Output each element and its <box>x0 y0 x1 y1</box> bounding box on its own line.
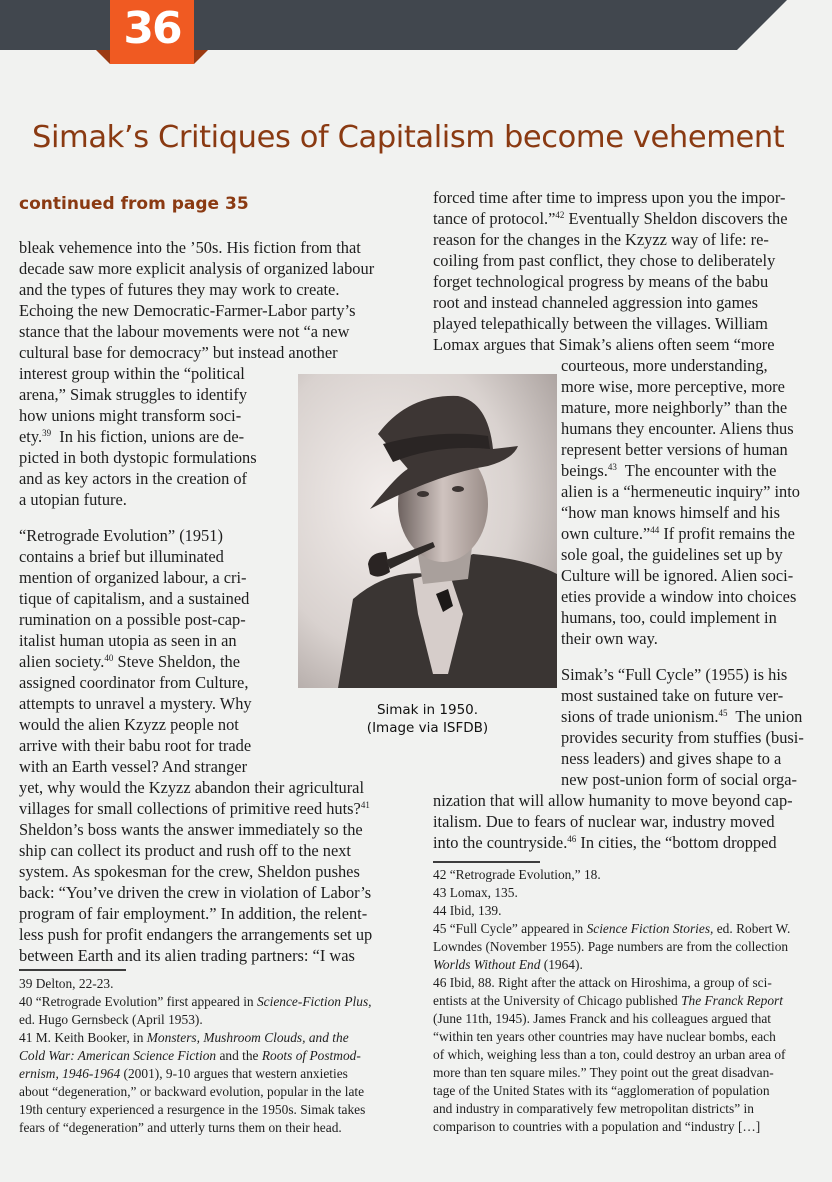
footnote-45 <box>433 920 790 938</box>
body-line: decade saw more explicit analysis of organized labour <box>19 259 375 278</box>
footnote-ref-40[interactable]: 40 <box>104 653 114 663</box>
text-run: own culture.” <box>561 524 651 543</box>
body-line: mention of organized labour, a cri- <box>19 568 247 587</box>
footnote-39: 39 Delton, 22-23. <box>19 976 114 991</box>
body-line: represent better versions of human <box>561 440 788 459</box>
body-line: stance that the labour movements were not “a new <box>19 322 350 341</box>
text-run: and the <box>216 1048 262 1063</box>
body-line: most sustained take on future ver- <box>561 686 784 705</box>
body-line: cultural base for democracy” but instead another <box>19 343 338 362</box>
text-run: Steve Sheldon, the <box>113 652 240 671</box>
footnote-46-cont: (June 11th, 1945). James Franck and his colleagues argued that <box>433 1011 772 1026</box>
body-line: would the alien Kzyzz people not <box>19 715 239 734</box>
footnote-ref-46[interactable]: 46 <box>567 834 577 844</box>
footnote-41-cont <box>19 1065 348 1083</box>
body-line: italist human utopia as seen in an <box>19 631 237 650</box>
body-line: ness leaders) and gives shape to a <box>561 749 782 768</box>
book-title: Monsters, Mushroom Clouds, <box>146 1030 306 1045</box>
body-line: provides security from stuffies (busi- <box>561 728 804 747</box>
footnote-41-cont: 19th century experienced a resurgence in the 1950s. Simak takes <box>19 1102 366 1117</box>
page-number: 36 <box>123 3 181 54</box>
body-line <box>433 208 787 229</box>
body-line: Echoing the new Democratic-Farmer-Labor party’s <box>19 301 356 320</box>
text-run: If profit remains the <box>659 524 795 543</box>
text-run: In cities, the “bottom dropped <box>576 833 777 852</box>
body-line: new post-union form of social orga- <box>561 770 797 789</box>
report-title: The Franck Report <box>681 993 783 1008</box>
body-line: attempts to unravel a mystery. Why <box>19 694 252 713</box>
body-line: sole goal, the guidelines set up by <box>561 545 783 564</box>
body-line: contains a brief but illuminated <box>19 547 224 566</box>
body-line: system. As spokesman for the crew, Sheldon pushes <box>19 862 360 881</box>
text-run: ety. <box>19 427 43 446</box>
body-line: bleak vehemence into the ’50s. His fiction from that <box>19 238 361 257</box>
text-run: sions of trade unionism. <box>561 707 719 726</box>
body-line: humans, too, could implement in <box>561 608 777 627</box>
article-title: Simak’s Critiques of Capitalism become vehement <box>32 120 785 155</box>
photo-caption-line2: (Image via ISFDB) <box>366 720 489 736</box>
body-line <box>19 798 370 819</box>
text-run: (2001), 9-10 argues that western anxieties <box>120 1066 348 1081</box>
body-line <box>561 706 802 727</box>
footnote-46: 46 Ibid, 88. Right after the attack on Hiroshima, a group of sci- <box>433 975 772 990</box>
badge-fold-right <box>194 50 208 64</box>
footnote-46-cont: comparison to countries with a population and “industry […] <box>433 1119 761 1134</box>
body-line: mature, more neighborly” than the <box>561 398 788 417</box>
body-line: assigned coordinator from Culture, <box>19 673 249 692</box>
publication-title: Science Fiction Stories, <box>586 921 714 936</box>
text-run: 40 “Retrograde Evolution” first appeared in <box>19 994 257 1009</box>
text-run: 45 “Full Cycle” appeared in <box>433 921 587 936</box>
footnote-40 <box>19 993 372 1011</box>
body-line: program of fair employment.” In addition, the relent- <box>19 904 368 923</box>
footnote-41-cont: fears of “degeneration” and utterly turns them on their head. <box>19 1120 342 1135</box>
body-line: eties provide a window into choices <box>561 587 797 606</box>
body-line: courteous, more understanding, <box>561 356 768 375</box>
body-line: Sheldon’s boss wants the answer immediately so the <box>19 820 363 839</box>
body-line <box>561 460 776 481</box>
body-line: “Retrograde Evolution” (1951) <box>19 526 223 545</box>
body-line: alien is a “hermeneutic inquiry” into <box>561 482 800 501</box>
footnote-ref-39[interactable]: 39 <box>42 428 52 438</box>
body-line: coiling from past conflict, they chose to deliberately <box>433 251 776 270</box>
text-run: ed. Robert W. <box>713 921 791 936</box>
body-line: with an Earth vessel? And stranger <box>19 757 248 776</box>
body-line: arena,” Simak struggles to identify <box>19 385 248 404</box>
footnote-45-cont: Lowndes (November 1955). Page numbers are from the collection <box>433 939 789 954</box>
body-line: reason for the changes in the Kzyzz way of life: re- <box>433 230 769 249</box>
body-line: yet, why would the Kzyzz abandon their agricultural <box>19 778 364 797</box>
text-run: entists at the University of Chicago published <box>433 993 682 1008</box>
publication-title: Science-Fiction Plus, <box>256 994 372 1009</box>
body-line: arrive with their babu root for trade <box>19 736 252 755</box>
body-line <box>561 523 795 544</box>
book-title: Cold War: American Science Fiction <box>19 1048 217 1063</box>
footnote-ref-41[interactable]: 41 <box>360 800 370 810</box>
body-line: forced time after time to impress upon you the impor- <box>433 188 786 207</box>
book-title: ernism, 1946-1964 <box>19 1066 121 1081</box>
body-line: nization that will allow humanity to move beyond cap- <box>433 791 793 810</box>
text-run: beings. <box>561 461 608 480</box>
body-line: rumination on a possible post-cap- <box>19 610 246 629</box>
photo-caption-line1: Simak in 1950. <box>376 702 479 718</box>
body-line: ship can collect its product and rush off to the next <box>19 841 351 860</box>
body-line: more wise, more perceptive, more <box>561 377 785 396</box>
text-run: Eventually Sheldon discovers the <box>564 209 788 228</box>
text-run: In his fiction, unions are de- <box>59 427 245 446</box>
footnote-ref-44[interactable]: 44 <box>650 525 660 535</box>
book-title: and the <box>305 1030 349 1045</box>
portrait-photo <box>298 374 557 688</box>
footnote-ref-42[interactable]: 42 <box>555 210 565 220</box>
body-line: their own way. <box>561 629 658 648</box>
footnote-43: 43 Lomax, 135. <box>433 885 518 900</box>
body-line <box>19 651 240 672</box>
body-line: Simak’s “Full Cycle” (1955) is his <box>561 665 788 684</box>
footnote-41-cont: about “degeneration,” or backward evolution, popular in the late <box>19 1084 365 1099</box>
footnote-45-cont <box>433 956 583 974</box>
badge-fold-left <box>96 50 110 64</box>
footnote-divider <box>433 861 540 863</box>
book-title: Worlds Without End <box>433 957 541 972</box>
text-run: into the countryside. <box>433 833 568 852</box>
text-run: The encounter with the <box>616 461 777 480</box>
footnote-46-cont: “within ten years other countries may have nuclear bombs, each <box>433 1029 776 1044</box>
eye-left <box>417 491 429 497</box>
continued-from-link[interactable]: continued from page 35 <box>19 194 249 214</box>
footnote-42: 42 “Retrograde Evolution,” 18. <box>433 867 601 882</box>
text-run: 41 M. Keith Booker, in <box>19 1030 147 1045</box>
body-line: interest group within the “political <box>19 364 245 383</box>
body-line: between Earth and its alien trading partners: “I was <box>19 946 355 965</box>
body-line <box>19 426 244 447</box>
text-run: tance of protocol.” <box>433 209 556 228</box>
body-line: less push for profit endangers the arrangements set up <box>19 925 373 944</box>
text-run: villages for small collections of primitive reed huts? <box>19 799 361 818</box>
body-line: and the types of futures they may work to create. <box>19 280 340 299</box>
body-line: italism. Due to fears of nuclear war, industry moved <box>433 812 775 831</box>
body-line: forget technological progress by means of the babu <box>433 272 769 291</box>
footnote-46-cont: of which, weighing less than a ton, could destroy an urban area of <box>433 1047 786 1062</box>
eye-right <box>452 486 464 492</box>
body-line: how unions might transform soci- <box>19 406 242 425</box>
body-line: back: “You’ve driven the crew in violation of Labor’s <box>19 883 372 902</box>
footnote-41 <box>19 1029 349 1047</box>
footnote-44: 44 Ibid, 139. <box>433 903 502 918</box>
footnote-ref-45[interactable]: 45 <box>718 708 728 718</box>
footnote-46-cont: tage of the United States with its “agglomeration of population <box>433 1083 770 1098</box>
body-line: a utopian future. <box>19 490 127 509</box>
footnote-divider <box>19 969 126 971</box>
body-line: “how man knows himself and his <box>561 503 780 522</box>
text-run: The union <box>727 707 803 726</box>
body-line: tique of capitalism, and a sustained <box>19 589 250 608</box>
body-line <box>433 832 777 853</box>
body-line: humans they encounter. Aliens thus <box>561 419 794 438</box>
footnote-41-cont <box>19 1047 361 1065</box>
body-line: root and instead channeled aggression into games <box>433 293 758 312</box>
footnote-ref-43[interactable]: 43 <box>607 462 617 472</box>
body-line: and as key actors in the creation of <box>19 469 248 488</box>
book-title: Roots of Postmod- <box>261 1048 361 1063</box>
body-line: played telepathically between the villages. William <box>433 314 768 333</box>
body-line: picted in both dystopic formulations <box>19 448 257 467</box>
footnote-46-cont: more than ten square miles.” They point out the great disadvan- <box>433 1065 774 1080</box>
body-line: Culture will be ignored. Alien soci- <box>561 566 794 585</box>
text-run: alien society. <box>19 652 105 671</box>
footnote-40-cont: ed. Hugo Gernsbeck (April 1953). <box>19 1012 203 1027</box>
body-line: Lomax argues that Simak’s aliens often seem “more <box>433 335 775 354</box>
text-run: (1964). <box>540 957 583 972</box>
footnote-46-cont: and industry in comparatively few metropolitan districts” in <box>433 1101 754 1116</box>
footnote-46-cont <box>433 992 783 1010</box>
